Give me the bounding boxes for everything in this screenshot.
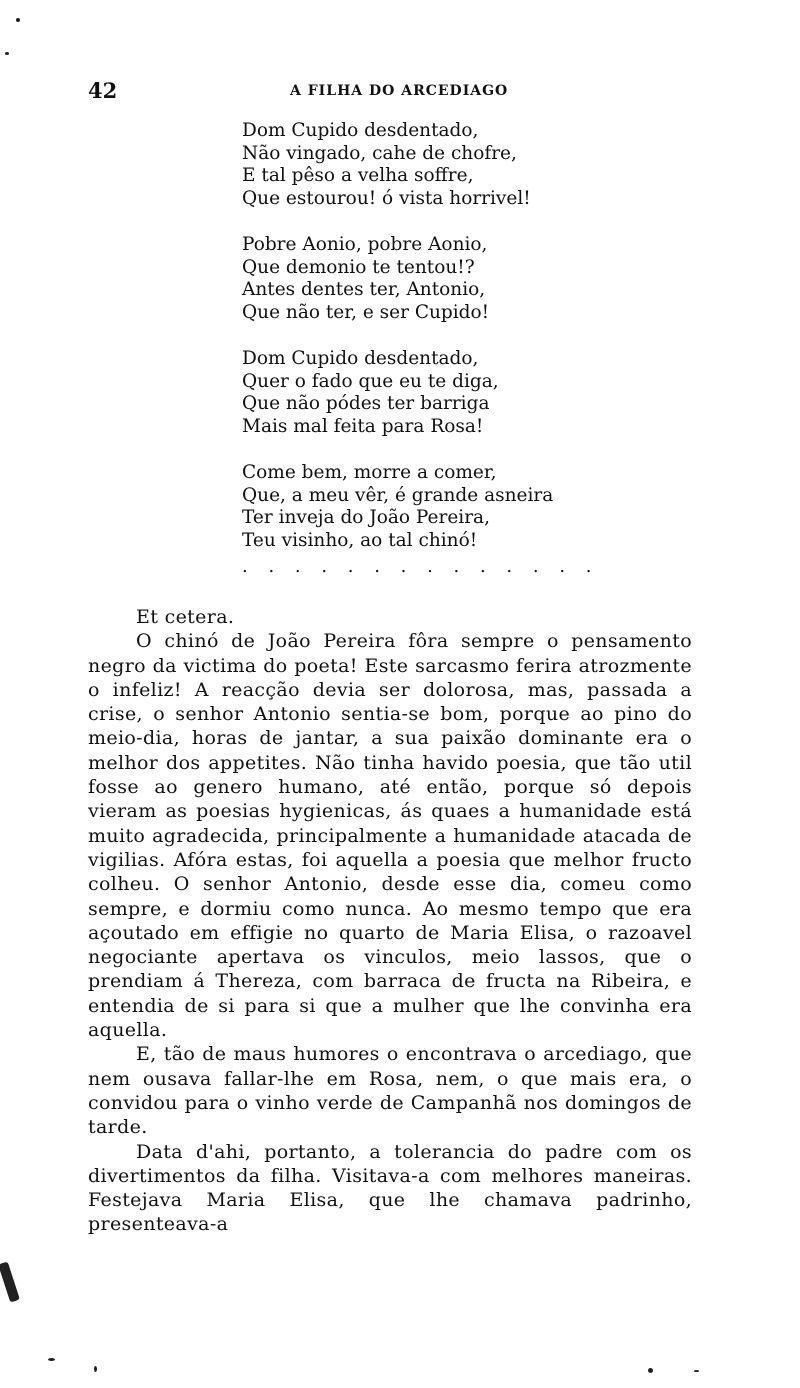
poem-verse: Teu visinho, ao tal chinó! xyxy=(242,529,478,551)
poem-verse: E tal pêso a velha soffre, xyxy=(242,165,474,186)
poem-stanza xyxy=(242,120,662,210)
poem-stanza xyxy=(242,348,662,438)
scan-speck xyxy=(94,1366,97,1372)
poem-ellipsis: . . . . . . . . . . . . . . xyxy=(242,556,599,577)
running-title: A FILHA DO ARCEDIAGO xyxy=(290,83,509,99)
paragraph: O chinó de João Pereira fôra sempre o pensamento negro da victima do poeta! Este sarcasmo ferira atrozmente o infeliz! A reacção devia ser dolorosa, mas, passada a crise, o senhor Antonio sentia-se bom, porque ao pino do meio-dia, horas de jantar, a sua paixão dominante era o melhor dos appetites. Não tinha havido poesia, que tão util fosse ao genero humano, até então, porque só depois vieram as poesias hygienicas, ás quaes a humanidade está muito agradecida, principalmente a humanidade atacada de vigilias. Afóra estas, foi aquella a poesia que melhor fructo colheu. O senhor Antonio, desde esse dia, comeu como sempre, e dormiu como nunca. Ao mesmo tempo que era açoutado em effigie no quarto de Maria Elisa, o razoavel negociante apertava os vinculos, meio lassos, que o prendiam á Thereza, com barraca de fructa na Ribeira, e entendia de si para si que a mulher que lhe convinha era aquella. xyxy=(88,630,692,1042)
poem-verse: Ter inveja do João Pereira, xyxy=(242,507,490,528)
page-header xyxy=(88,78,698,108)
scan-speck xyxy=(0,1261,20,1302)
poem-verse: Dom Cupido desdentado, xyxy=(242,120,479,141)
poem-verse: Que, a meu vêr, é grande asneira xyxy=(242,484,554,506)
paragraph: E, tão de maus humores o encontrava o arcediago, que nem ousava fallar-lhe em Rosa, nem, o que mais era, o convidou para o vinho verde de Campanhã nos domingos de tarde. xyxy=(88,1043,692,1139)
poem-verse: Pobre Aonio, pobre Aonio, xyxy=(242,234,488,255)
poem-verse: Que estourou! ó vista horrivel! xyxy=(242,187,531,209)
poem xyxy=(242,120,662,578)
scan-speck xyxy=(648,1368,653,1373)
paragraph: Et cetera. xyxy=(136,606,235,628)
poem-stanza xyxy=(242,234,662,324)
scan-speck xyxy=(48,1358,55,1361)
paragraph: Data d'ahi, portanto, a tolerancia do padre com os divertimentos da filha. Visitava-a com melhores maneiras. Festejava Maria Elisa, que lhe chamava padrinho, presenteava-a xyxy=(88,1140,692,1236)
poem-verse: Que demonio te tentou!? xyxy=(242,256,475,278)
poem-verse: Que não ter, e ser Cupido! xyxy=(242,301,490,323)
poem-stanza xyxy=(242,462,662,552)
scan-speck xyxy=(5,52,9,55)
poem-verse: Antes dentes ter, Antonio, xyxy=(242,279,486,300)
prose-body xyxy=(88,605,692,1237)
poem-verse: Não vingado, cahe de chofre, xyxy=(242,142,517,164)
poem-verse: Dom Cupido desdentado, xyxy=(242,348,479,369)
poem-verse: Quer o fado que eu te diga, xyxy=(242,370,499,392)
poem-verse: Mais mal feita para Rosa! xyxy=(242,415,484,437)
scan-speck xyxy=(16,18,20,22)
poem-verse: Come bem, morre a comer, xyxy=(242,462,497,483)
scan-speck xyxy=(694,1370,699,1372)
page-number: 42 xyxy=(88,78,118,103)
poem-verse: Que não pódes ter barriga xyxy=(242,393,490,414)
